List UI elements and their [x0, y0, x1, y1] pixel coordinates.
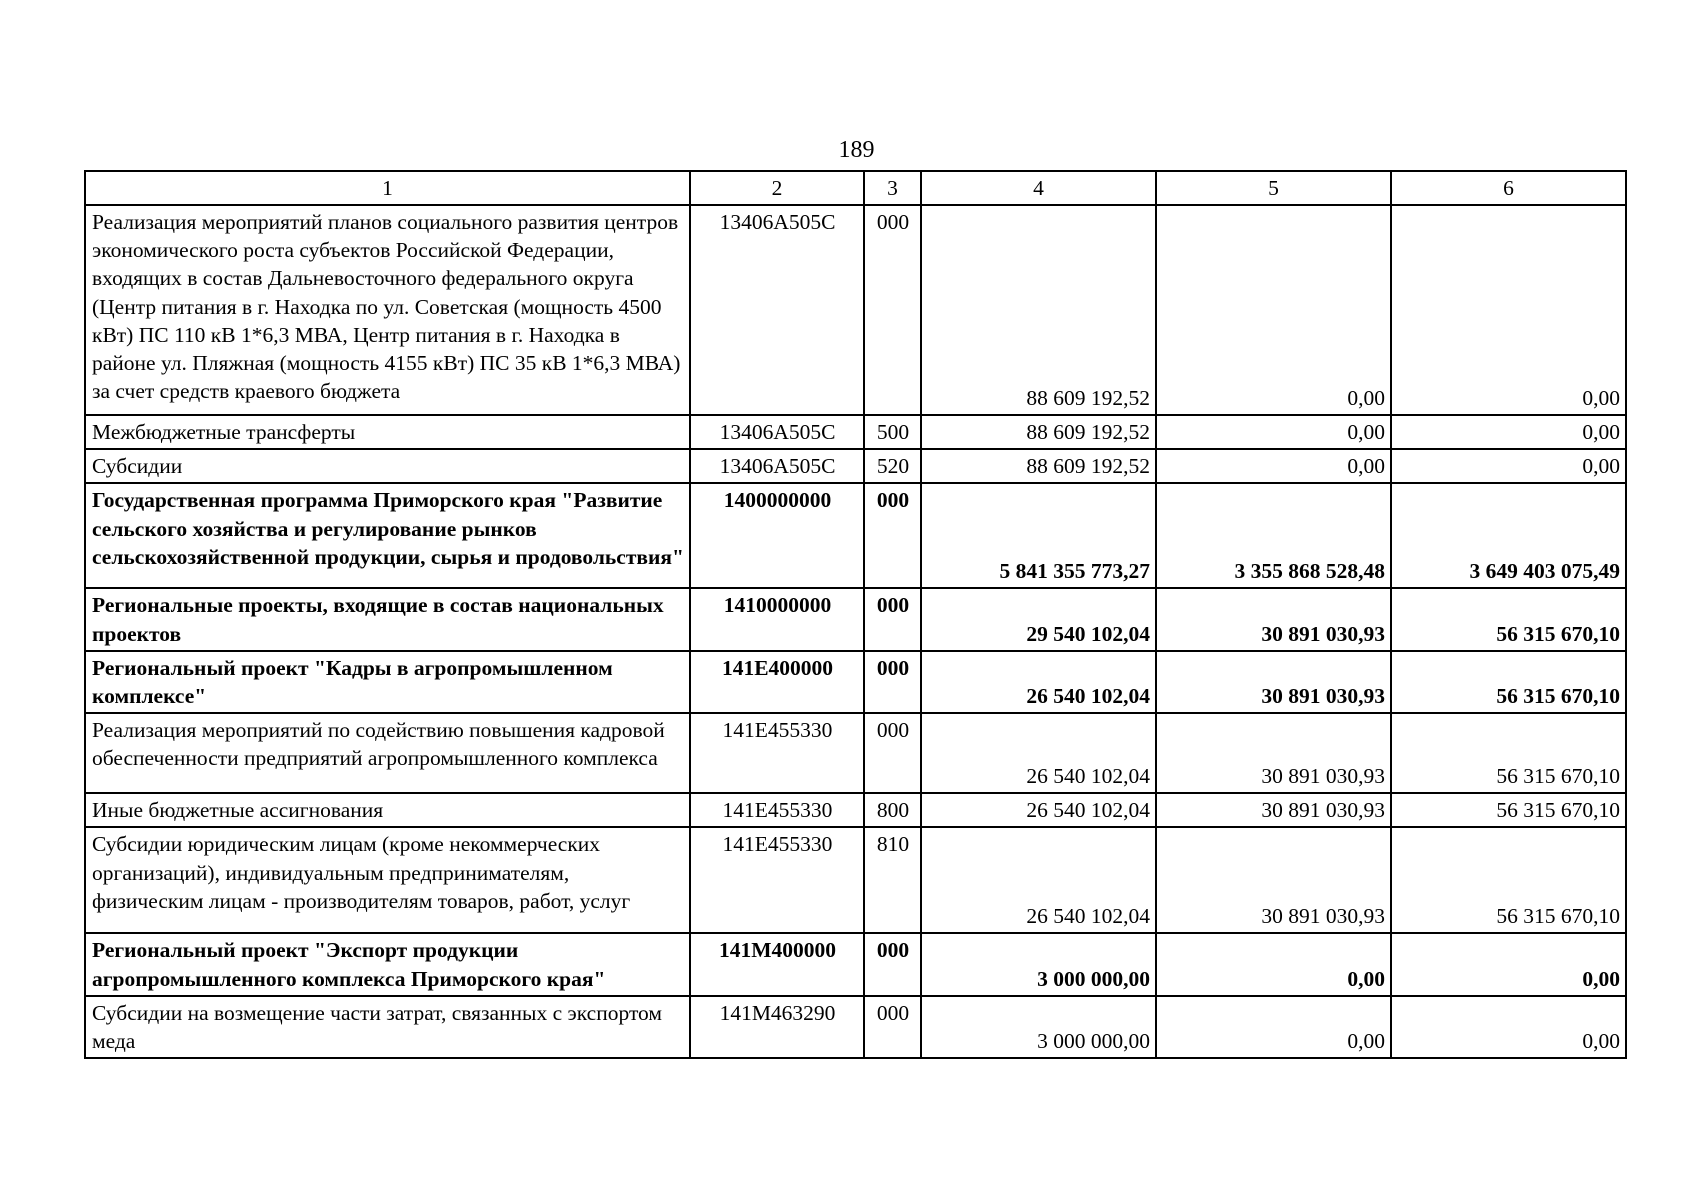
table-row [85, 205, 1626, 415]
row-amount-col6: 3 649 403 075,49 [1391, 483, 1626, 588]
table-row [85, 651, 1626, 713]
row-amount-col5: 0,00 [1156, 449, 1391, 483]
table-header-row [85, 171, 1626, 205]
row-expense-type: 000 [864, 483, 921, 588]
page-number: 189 [838, 137, 875, 163]
row-expense-type: 000 [864, 933, 921, 995]
row-expense-type: 520 [864, 449, 921, 483]
row-amount-col6: 0,00 [1391, 205, 1626, 415]
row-expense-type: 810 [864, 827, 921, 933]
row-description: Региональные проекты, входящие в состав национальных проектов [85, 588, 690, 650]
row-amount-col5: 0,00 [1156, 996, 1391, 1058]
row-amount-col5: 30 891 030,93 [1156, 651, 1391, 713]
row-expense-type: 800 [864, 793, 921, 827]
table-row [85, 933, 1626, 995]
row-amount-col4: 26 540 102,04 [921, 793, 1156, 827]
row-amount-col6: 0,00 [1391, 933, 1626, 995]
row-description: Субсидии юридическим лицам (кроме некоммерческих организаций), индивидуальным предпринимателям, физическим лицам - производителям товаров, работ, услуг [85, 827, 690, 933]
row-amount-col6: 56 315 670,10 [1391, 827, 1626, 933]
header-cell-3: 3 [864, 171, 921, 205]
row-amount-col4: 26 540 102,04 [921, 651, 1156, 713]
row-description: Иные бюджетные ассигнования [85, 793, 690, 827]
table-row [85, 483, 1626, 588]
row-amount-col4: 3 000 000,00 [921, 996, 1156, 1058]
row-amount-col4: 29 540 102,04 [921, 588, 1156, 650]
row-target-code: 141M400000 [690, 933, 864, 995]
row-expense-type: 000 [864, 205, 921, 415]
row-description: Региональный проект "Кадры в агропромышленном комплексе" [85, 651, 690, 713]
header-cell-6: 6 [1391, 171, 1626, 205]
header-cell-5: 5 [1156, 171, 1391, 205]
row-amount-col6: 0,00 [1391, 415, 1626, 449]
row-description: Субсидии на возмещение части затрат, связанных с экспортом меда [85, 996, 690, 1058]
row-description: Реализация мероприятий по содействию повышения кадровой обеспеченности предприятий агропромышленного комплекса [85, 713, 690, 793]
row-description: Субсидии [85, 449, 690, 483]
row-amount-col5: 30 891 030,93 [1156, 588, 1391, 650]
row-expense-type: 500 [864, 415, 921, 449]
row-amount-col5: 0,00 [1156, 933, 1391, 995]
row-description: Межбюджетные трансферты [85, 415, 690, 449]
table-row [85, 793, 1626, 827]
row-expense-type: 000 [864, 996, 921, 1058]
header-cell-2: 2 [690, 171, 864, 205]
row-amount-col5: 30 891 030,93 [1156, 793, 1391, 827]
row-amount-col4: 3 000 000,00 [921, 933, 1156, 995]
row-target-code: 13406А505С [690, 205, 864, 415]
row-amount-col6: 0,00 [1391, 449, 1626, 483]
row-amount-col4: 88 609 192,52 [921, 205, 1156, 415]
row-amount-col5: 0,00 [1156, 415, 1391, 449]
row-amount-col4: 88 609 192,52 [921, 449, 1156, 483]
table-row [85, 827, 1626, 933]
row-target-code: 141E455330 [690, 827, 864, 933]
row-amount-col5: 30 891 030,93 [1156, 713, 1391, 793]
row-expense-type: 000 [864, 713, 921, 793]
row-target-code: 13406А505С [690, 415, 864, 449]
row-target-code: 1400000000 [690, 483, 864, 588]
row-amount-col6: 56 315 670,10 [1391, 793, 1626, 827]
header-cell-1: 1 [85, 171, 690, 205]
row-expense-type: 000 [864, 588, 921, 650]
row-target-code: 1410000000 [690, 588, 864, 650]
row-description: Региональный проект "Экспорт продукции агропромышленного комплекса Приморского края" [85, 933, 690, 995]
row-amount-col4: 26 540 102,04 [921, 827, 1156, 933]
row-amount-col6: 56 315 670,10 [1391, 651, 1626, 713]
row-description: Реализация мероприятий планов социального развития центров экономического роста субъектов Российской Федерации, входящих в состав Дальневосточного федерального округа (Центр питания в г. Находка по ул. Советская (мощность 4500 кВт) ПС 110 кВ 1*6,3 МВА, Центр питания в г. Находка в районе ул. Пляжная (мощность 4155 кВт) ПС 35 кВ 1*6,3 МВА) за счет средств краевого бюджета [85, 205, 690, 415]
row-amount-col6: 56 315 670,10 [1391, 588, 1626, 650]
row-target-code: 13406А505С [690, 449, 864, 483]
table-row [85, 588, 1626, 650]
row-amount-col6: 56 315 670,10 [1391, 713, 1626, 793]
row-amount-col6: 0,00 [1391, 996, 1626, 1058]
row-target-code: 141E455330 [690, 793, 864, 827]
row-description: Государственная программа Приморского края "Развитие сельского хозяйства и регулирование рынков сельскохозяйственной продукции, сырья и продовольствия" [85, 483, 690, 588]
row-target-code: 141E400000 [690, 651, 864, 713]
row-expense-type: 000 [864, 651, 921, 713]
row-amount-col5: 3 355 868 528,48 [1156, 483, 1391, 588]
header-cell-4: 4 [921, 171, 1156, 205]
row-amount-col5: 30 891 030,93 [1156, 827, 1391, 933]
row-amount-col4: 26 540 102,04 [921, 713, 1156, 793]
table-row [85, 415, 1626, 449]
row-amount-col4: 5 841 355 773,27 [921, 483, 1156, 588]
row-target-code: 141E455330 [690, 713, 864, 793]
budget-table [84, 170, 1627, 1059]
row-amount-col4: 88 609 192,52 [921, 415, 1156, 449]
table-row [85, 449, 1626, 483]
table-row [85, 713, 1626, 793]
table-row [85, 996, 1626, 1058]
row-target-code: 141M463290 [690, 996, 864, 1058]
row-amount-col5: 0,00 [1156, 205, 1391, 415]
